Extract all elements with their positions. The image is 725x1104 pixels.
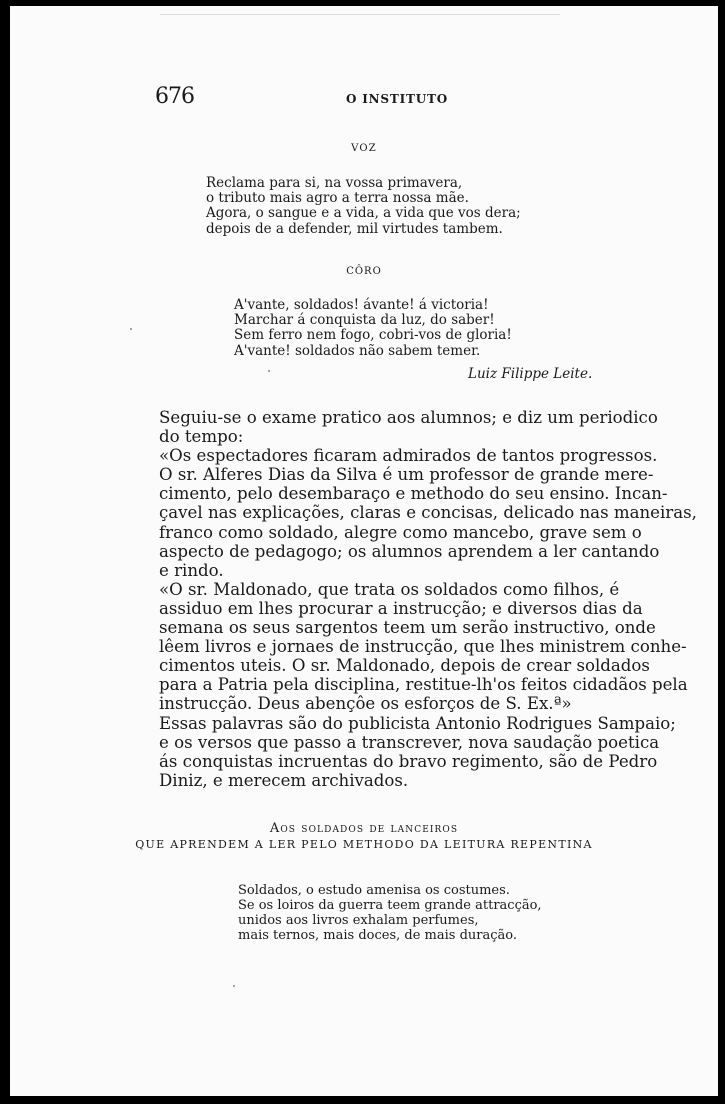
poem1-line: Agora, o sangue e a vida, a vida que vos dera;: [206, 205, 521, 222]
running-title: O INSTITUTO: [346, 92, 448, 106]
body-line: cimentos uteis. O sr. Maldonado, depois de crear soldados: [159, 656, 650, 676]
body-line: Diniz, e merecem archivados.: [159, 770, 409, 790]
body-text: [159, 408, 697, 790]
body-line: «O sr. Maldonado, que trata os soldados como filhos, é: [159, 579, 620, 599]
poem1-line: o tributo mais agro a terra nossa mãe.: [206, 190, 469, 207]
poem1-line: depois de a defender, mil virtudes tambem.: [206, 220, 503, 237]
body-line: e rindo.: [159, 560, 224, 580]
paper-speck: [268, 370, 270, 372]
body-line: ás conquistas incruentas do bravo regimento, são de Pedro: [159, 751, 658, 771]
poem3-stanza: [238, 883, 542, 943]
body-line: e os versos que passo a transcrever, nova saudação poetica: [159, 732, 660, 752]
body-line: cimento, pelo desembaraço e methodo do seu ensino. Incan-: [159, 484, 668, 504]
body-line: do tempo:: [159, 427, 244, 447]
body-line: lêem livros e jornaes de instrucção, que lhes ministrem conhe-: [159, 637, 687, 657]
body-line: franco como soldado, alegre como mancebo, grave sem o: [159, 522, 642, 542]
poem1-line: Reclama para si, na vossa primavera,: [206, 175, 463, 191]
poem2-line: Sem ferro nem fogo, cobri-vos de gloria!: [234, 327, 512, 344]
poem3-title: Aos soldados de lanceiros: [269, 821, 459, 836]
poem2-stanza: [234, 298, 512, 359]
book-page: [10, 6, 718, 1096]
body-line: aspecto de pedagogo; os alumnos aprendem a ler cantando: [159, 541, 660, 561]
body-line: O sr. Alferes Dias da Silva é um professor de grande mere-: [159, 465, 654, 485]
body-line: Essas palavras são do publicista Antonio Rodrigues Sampaio;: [159, 713, 676, 733]
poem3-line: mais ternos, mais doces, de mais duração.: [238, 928, 518, 943]
body-line: Seguiu-se o exame pratico aos alumnos; e diz um periodico: [159, 408, 658, 427]
poem1-stanza: [206, 176, 521, 237]
body-line: «Os espectadores ficaram admirados de tantos progressos.: [159, 446, 658, 466]
page-top-rule: [160, 14, 560, 15]
poem3-line: unidos aos livros exhalam perfumes,: [238, 913, 479, 928]
paper-speck: [130, 328, 132, 330]
poem2-line: Marchar á conquista da luz, do saber!: [234, 312, 495, 329]
poem3-line: Soldados, o estudo amenisa os costumes.: [238, 883, 510, 898]
body-line: para a Patria pela disciplina, restitue-lh'os feitos cidadãos pela: [159, 675, 688, 695]
body-line: semana os seus sargentos teem um serão instructivo, onde: [159, 618, 656, 638]
page-number: 676: [155, 84, 194, 109]
body-line: assiduo em lhes procurar a instrucção; e diversos dias da: [159, 598, 643, 618]
poem1-title: VOZ: [351, 143, 377, 154]
poem2-line: A'vante, soldados! ávante! á victoria!: [234, 297, 489, 313]
poem3-line: Se os loiros da guerra teem grande attracção,: [238, 898, 542, 913]
poem2-line: A'vante! soldados não sabem temer.: [234, 342, 481, 359]
poem3-subtitle: QUE APRENDEM A LER PELO METHODO DA LEITURA REPENTINA: [135, 838, 593, 851]
body-line: çavel nas explicações, claras e concisas, delicado nas maneiras,: [159, 503, 697, 523]
poem2-title: CÔRO: [346, 266, 382, 277]
paper-speck: [233, 985, 235, 987]
poem2-signature: Luiz Filippe Leite.: [468, 366, 593, 382]
body-line: instrucção. Deus abençôe os esforços de S. Ex.ª»: [159, 694, 572, 714]
